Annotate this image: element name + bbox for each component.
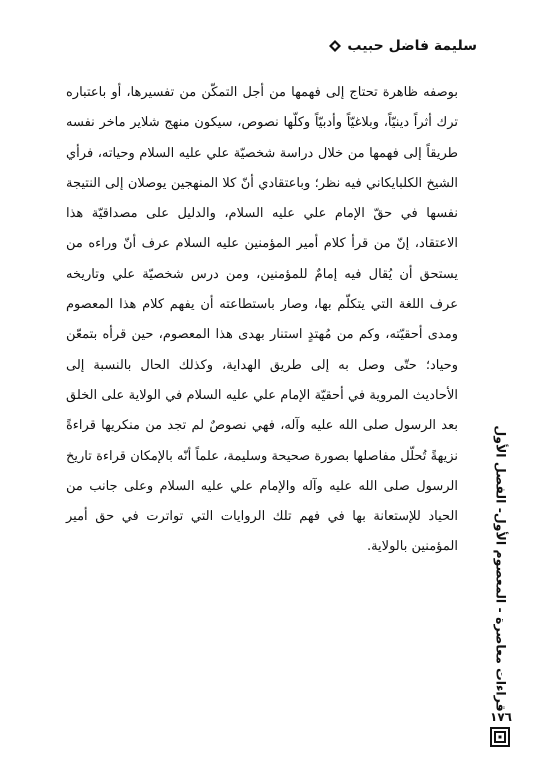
side-running-title bbox=[488, 424, 514, 712]
author-name: سليمة فاضل حبيب bbox=[347, 38, 477, 54]
body-paragraph: بوصفه ظاهرة تحتاج إلى فهمها من أجل التمكّن من تفسيرها، أو باعتباره ترك أثراً دينيّاً، وبلاغيّاً وأدبيّاً وكلّها نصوص، سيكون منهج شلاير ماخر نفسه طريقاً إلى فهمها من خلال دراسة شخصيّة علي عليه السلام وحياته، فرأي الشيخ الكلبايكاني فيه نظر؛ وباعتقادي أنّ كلا المنهجين يوصلان إلى النتيجة نفسها في حقّ الإمام علي عليه السلام، والدليل على مصداقيّة هذا الاعتقاد، إنّ من قرأ كلام أمير المؤمنين عليه السلام عرف أنّ وراءه من يستحق أن يُقال فيه إمامٌ للمؤمنين، ومن درس شخصيّة علي وتاريخه عرف اللغة التي يتكلّم بها، وصار باستطاعته أن يفهم كلام هذا المعصوم ومدى أحقيّته، وكم من مُهتدٍ استنار بهدى هذا المعصوم، حين قرأه بتمعّن وحياد؛ حتّى وصل به إلى طريق الهداية، وكذلك الحال بالنسبة إلى الأحاديث المروية في أحقيّة الإمام علي عليه السلام في الولاية على الخلق بعد الرسول صلى الله عليه وآله، فهي نصوصٌ لم تجد من منكريها قراءةً نزيهةً تُحلّل مفاصلها بصورة صحيحة وسليمة، علماً أنّه بالإمكان قراءة تاريخ الرسول صلى الله عليه وآله والإمام علي عليه السلام وعلى جانب من الحياد للإستعانة بها في فهم تلك الروايات التي تواترت في حق أمير المؤمنين بالولاية. bbox=[66, 85, 458, 555]
square-frame-icon bbox=[490, 727, 510, 747]
side-title-text: قراءات معاصرة - المعصوم الأول- الفصل الأول bbox=[493, 424, 509, 712]
page-number: ١٧٦ bbox=[490, 710, 512, 724]
running-header bbox=[329, 38, 477, 54]
body-text bbox=[66, 78, 458, 563]
diamond-bullet-icon bbox=[329, 40, 341, 52]
